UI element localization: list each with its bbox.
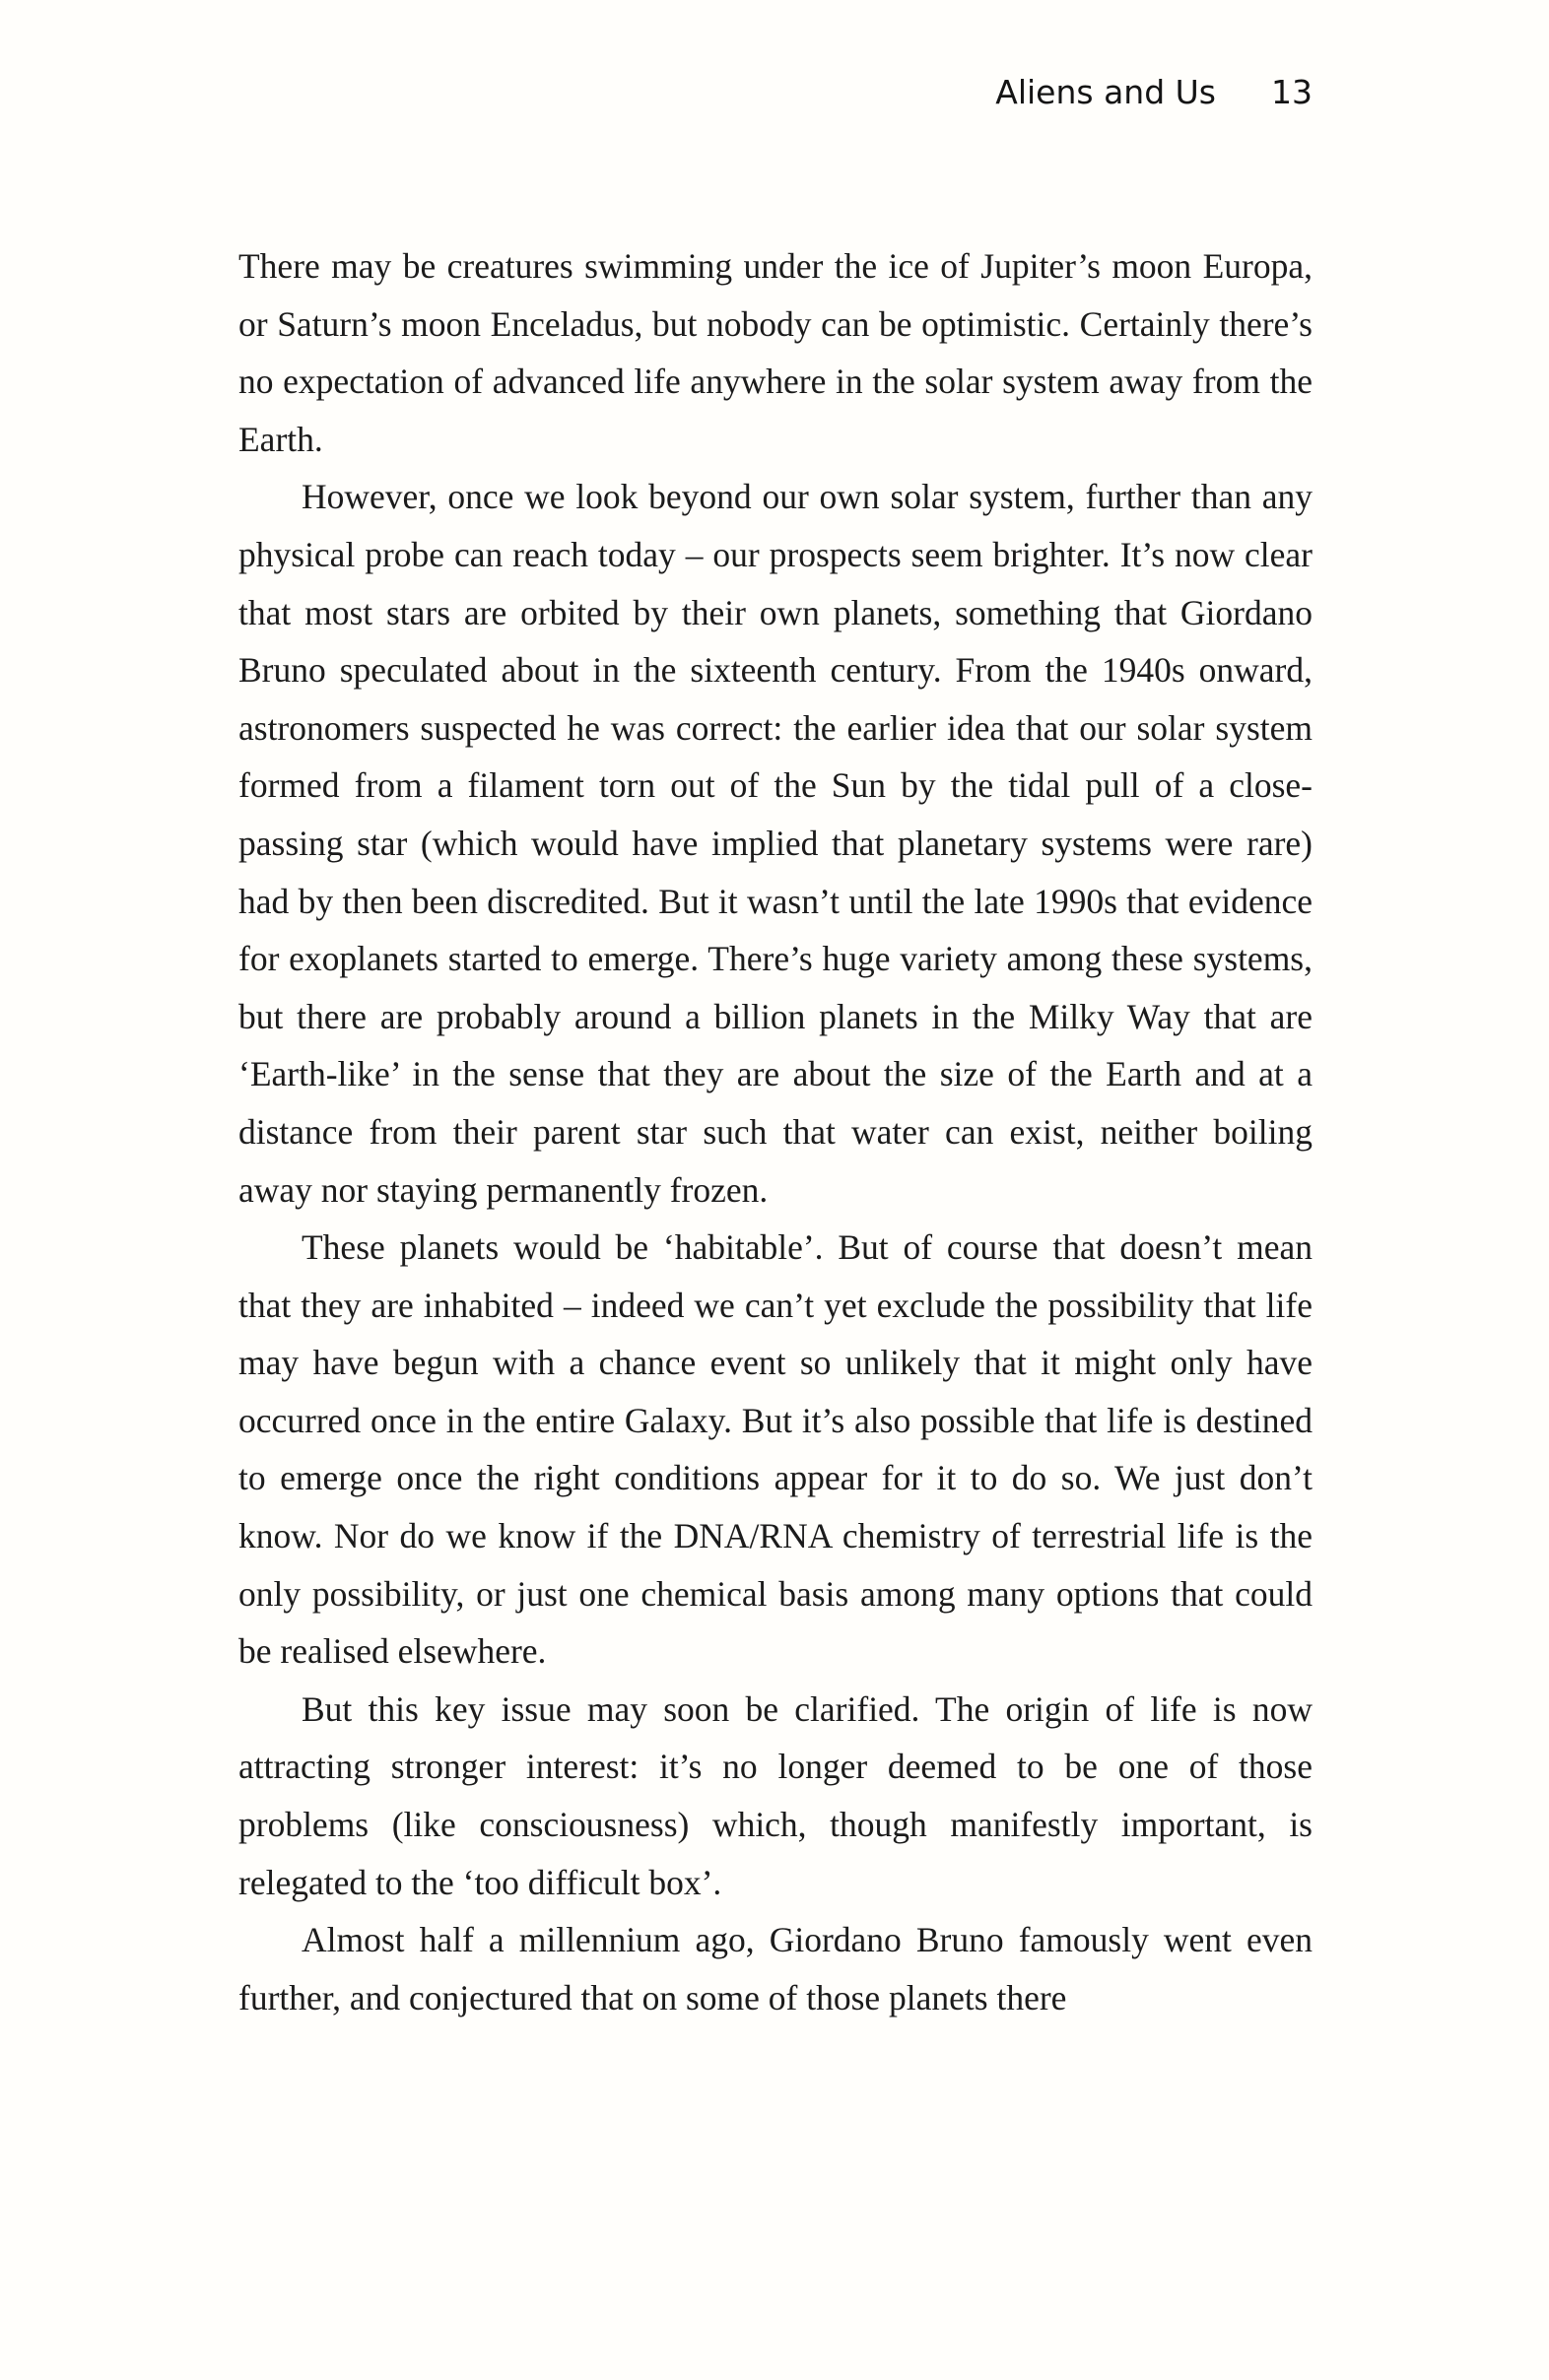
running-head (236, 73, 1313, 122)
paragraph-5: Almost half a millennium ago, Giordano Bruno famously went even further, and conjectured that on some of those planets there (238, 1920, 1313, 2017)
paragraph-4: But this key issue may soon be clarified. The origin of life is now attracting stronger interest: it’s no longer deemed to be one of those problems (like consciousness) which, though manifestly important, is relegated to the ‘too difficult box’. (238, 1688, 1313, 1902)
paragraph-2: However, once we look beyond our own solar system, further than any physical probe can reach today – our prospects seem brighter. It’s now clear that most stars are orbited by their own planets, something that Giordano Bruno speculated about in the sixteenth century. From the 1940s onward, astronomers suspected he was correct: the earlier idea that our solar system formed from a filament torn out of the Sun by the tidal pull of a close-passing star (which would have implied that planetary systems were rare) had by then been discredited. But it wasn’t until the late 1990s that evidence for exoplanets started to emerge. There’s huge variety among these systems, but there are probably around a billion planets in the Milky Way that are ‘Earth-like’ in the sense that they are about the size of the Earth and at a distance from their parent star such that water can exist, neither boiling away nor staying permanently frozen. (238, 477, 1313, 1210)
paragraph-3: These planets would be ‘habitable’. But of course that doesn’t mean that they are inhabited – indeed we can’t yet exclude the possibility that life may have begun with a chance event so unlikely that it might only have occurred once in the entire Galaxy. But it’s also possible that life is destined to emerge once the right conditions appear for it to do so. We just don’t know. Nor do we know if the DNA/RNA chemistry of terrestrial life is the only possibility, or just one chemical basis among many options that could be realised elsewhere. (238, 1227, 1313, 1672)
body-text (238, 237, 1313, 2026)
running-title: Aliens and Us (995, 73, 1216, 111)
page-number: 13 (1271, 73, 1313, 111)
paragraph-1: There may be creatures swimming under the ice of Jupiter’s moon Europa, or Saturn’s moon Enceladus, but nobody can be optimistic. Certainly there’s no expectation of advanced life anywhere in the solar system away from the Earth. (238, 246, 1313, 459)
